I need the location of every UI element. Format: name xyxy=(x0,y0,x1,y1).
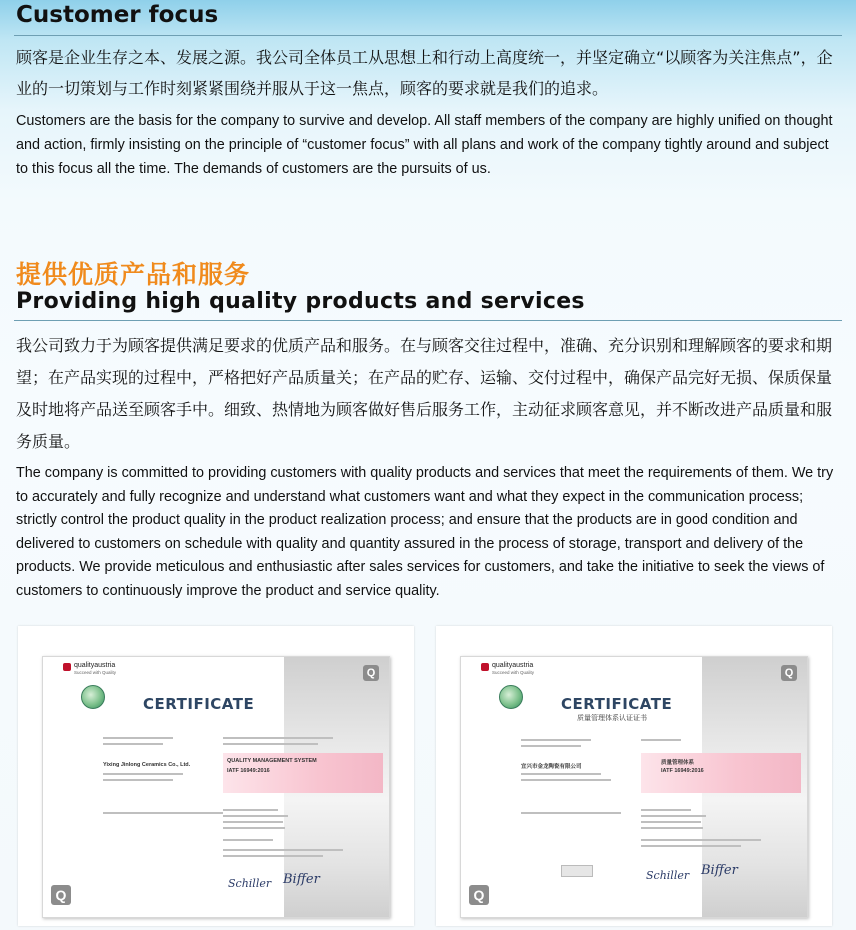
globe-seal-icon xyxy=(499,685,523,709)
section-heading-cn: 提供优质产品和服务 xyxy=(16,260,251,289)
section-heading-quality-products: Providing high quality products and services xyxy=(16,289,585,314)
certificate-company: 宜兴市金龙陶瓷有限公司 xyxy=(521,764,582,770)
signature: Schiller xyxy=(646,869,690,882)
certificate-card xyxy=(460,656,808,918)
divider xyxy=(14,320,842,321)
paragraph-en: The company is committed to providing customers with quality products and services that meet the requirements of them. We try to accurately and fully recognize and understand what customers want and what they expect in the communication process; strictly control the product quality in the product realization process; and ensure that the products are in good condition and delivered to customers on schedule with quality and quantity assured in the process of storage, transport and delivery of the products. We provide meticulous and enthusiastic after sales services for customers, and take the initiative to seek the views of customers to continuously improve the product and service quality. xyxy=(16,465,834,599)
brand-name: qualityaustria xyxy=(74,662,116,669)
certificate-card xyxy=(42,656,390,918)
signature: Schiller xyxy=(228,877,272,890)
paragraph-cn: 顾客是企业生存之本、发展之源。我公司全体员工从思想上和行动上高度统一，并坚定确立“以顾客为关注焦点”，企业的一切策划与工作时刻紧紧围绕并服从于这一焦点，顾客的要求就是我们的追求。 xyxy=(16,48,833,98)
brand-tagline: Succeed with Quality xyxy=(492,670,535,675)
q-mark-icon: Q xyxy=(781,665,797,681)
q-mark-icon: Q xyxy=(469,885,489,905)
certificate-standard: IATF 16949:2016 xyxy=(661,768,704,774)
globe-seal-icon xyxy=(81,685,105,709)
stamp-box xyxy=(561,865,593,877)
certificate-image-en xyxy=(18,626,414,926)
certificate-standard: IATF 16949:2016 xyxy=(227,768,270,774)
q-mark-icon: Q xyxy=(363,665,379,681)
certificate-title-cn: 质量管理体系认证证书 xyxy=(577,715,647,722)
paragraph-en: Customers are the basis for the company to survive and develop. All staff members of the company are highly unified on thought and action, firmly insisting on the principle of “customer focus” with all plans and work of the company tightly around and subject to this focus all the time. The demands of customers are the pursuits of us. xyxy=(16,113,833,177)
signature: Biffer xyxy=(701,863,738,878)
quality-austria-logo-icon xyxy=(63,663,71,671)
certificate-company: Yixing Jinlong Ceramics Co., Ltd. xyxy=(103,762,191,768)
certificate-title: CERTIFICATE xyxy=(561,695,673,713)
quality-austria-logo-icon xyxy=(481,663,489,671)
q-mark-icon: Q xyxy=(51,885,71,905)
certificate-system: 质量管理体系 xyxy=(661,760,695,766)
certificate-image-cn xyxy=(436,626,832,926)
brand-tagline: Succeed with Quality xyxy=(74,670,117,675)
section-heading-customer-focus: Customer focus xyxy=(16,2,219,28)
paragraph-cn: 我公司致力于为顾客提供满足要求的优质产品和服务。在与顾客交往过程中，准确、充分识别和理解顾客的要求和期望；在产品实现的过程中，严格把好产品质量关；在产品的贮存、运输、交付过程中，确保产品完好无损、保质保量及时地将产品送至顾客手中。细致、热情地为顾客做好售后服务工作，主动征求顾客意见，并不断改进产品质量和服务质量。 xyxy=(16,336,833,451)
divider xyxy=(14,35,842,36)
signature: Biffer xyxy=(283,872,320,887)
certificate-title: CERTIFICATE xyxy=(143,695,255,713)
certificate-system: QUALITY MANAGEMENT SYSTEM xyxy=(227,758,317,764)
brand-name: qualityaustria xyxy=(492,662,534,669)
